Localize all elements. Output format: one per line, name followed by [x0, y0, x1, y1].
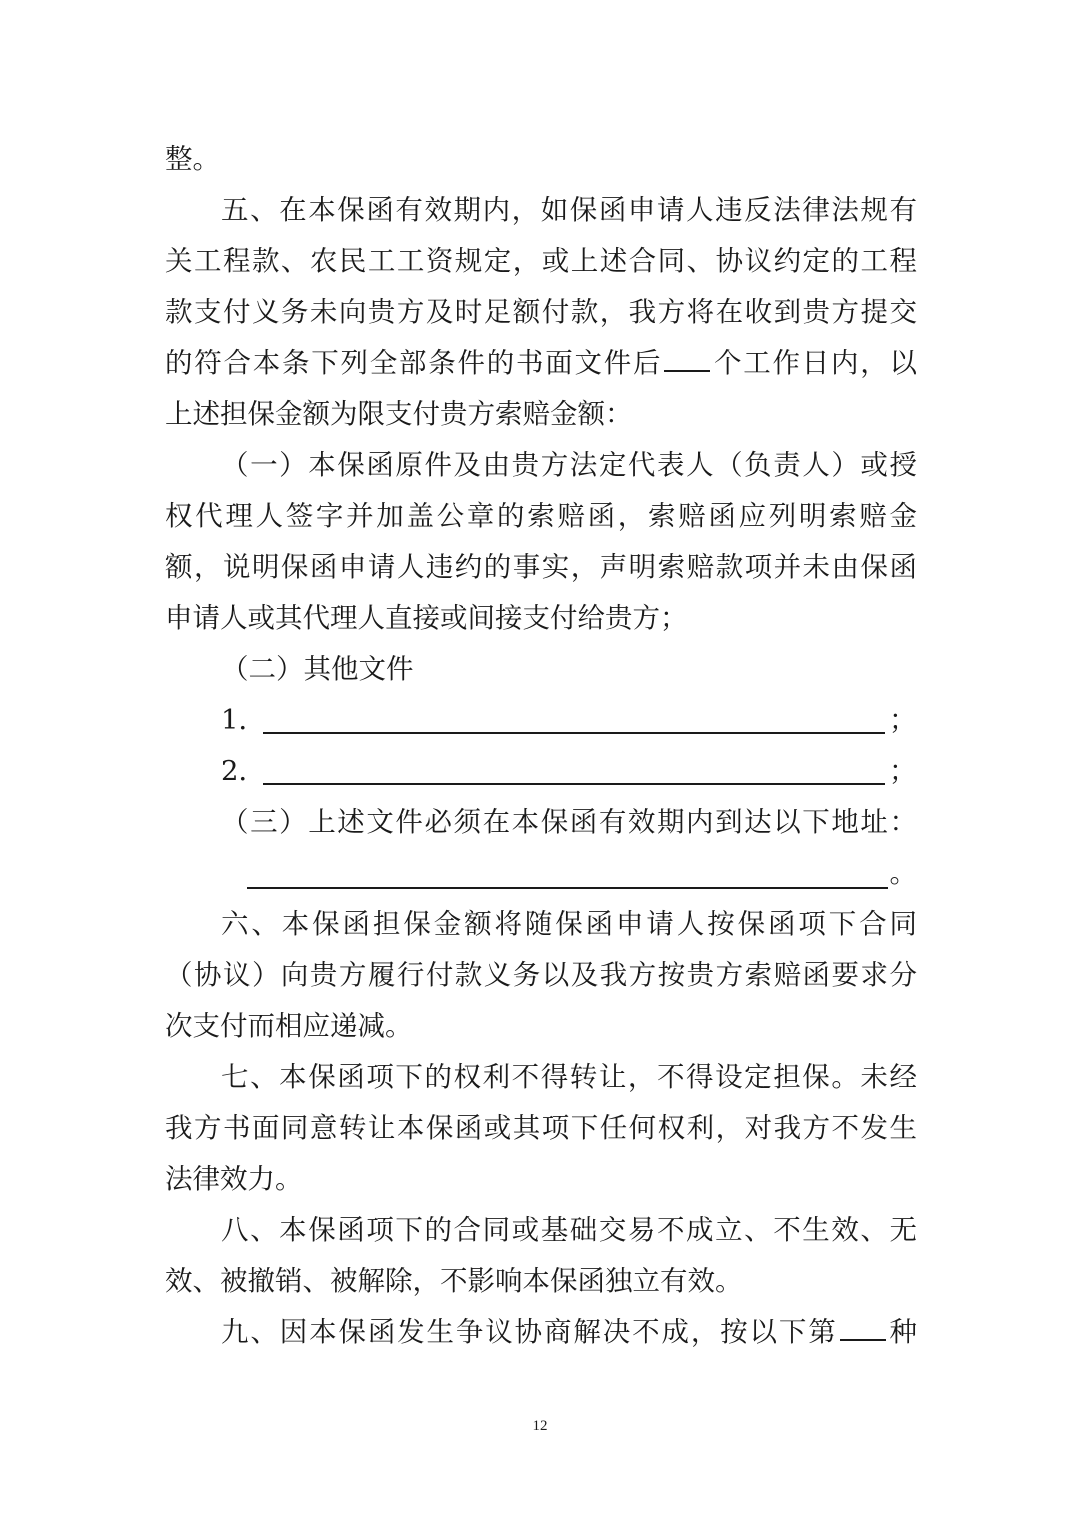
item-end-punct: ；	[889, 704, 917, 736]
text-segment: 种	[887, 1316, 918, 1348]
item-end-punct: ；	[889, 755, 917, 787]
other-document-1-field[interactable]	[263, 698, 885, 734]
days-blank-field[interactable]	[664, 340, 710, 372]
clause-seven-start: 七、本保函项下的权利不得转让，不得设定担保。未经	[221, 1061, 917, 1093]
clause-nine-start	[165, 1307, 917, 1358]
text-line: （协议）向贵方履行付款义务以及我方按贵方索赔函要求分	[165, 959, 917, 991]
item-number: 1．	[221, 704, 266, 736]
page-number: 12	[532, 1418, 548, 1434]
other-document-2-field[interactable]	[263, 749, 885, 785]
item-number: 2．	[221, 755, 266, 787]
text-line: 额，说明保函申请人违约的事实，声明索赔款项并未由保函	[165, 551, 917, 583]
text-segment: 的符合本条下列全部条件的书面文件后	[165, 347, 663, 379]
clause-six-start: 六、本保函担保金额将随保函申请人按保函项下合同	[221, 908, 917, 940]
clause-eight-start: 八、本保函项下的合同或基础交易不成立、不生效、无	[221, 1214, 917, 1246]
text-line: 整。	[165, 143, 220, 175]
text-segment: 九、因本保函发生争议协商解决不成，按以下第	[221, 1316, 838, 1348]
sub-clause-one: （一）本保函原件及由贵方法定代表人（负责人）或授	[221, 449, 917, 481]
clause-five-start: 五、在本保函有效期内，如保函申请人违反法律法规有	[221, 194, 917, 226]
text-segment: 个工作日内，以	[712, 347, 917, 379]
text-line: 关工程款、农民工工资规定，或上述合同、协议约定的工程	[165, 245, 917, 277]
address-line	[165, 848, 917, 899]
text-line: 次支付而相应递减。	[165, 1010, 413, 1042]
text-line: 我方书面同意转让本保函或其项下任何权利，对我方不发生	[165, 1112, 917, 1144]
text-line-with-blank	[165, 338, 917, 389]
text-line: 法律效力。	[165, 1163, 303, 1195]
text-line: 申请人或其代理人直接或间接支付给贵方；	[165, 602, 688, 634]
sub-clause-two: （二）其他文件	[221, 653, 414, 685]
text-line: 款支付义务未向贵方及时足额付款，我方将在收到贵方提交	[165, 296, 917, 328]
dispute-method-blank-field[interactable]	[840, 1309, 886, 1341]
other-document-2	[165, 746, 917, 797]
address-field[interactable]	[247, 853, 888, 889]
text-line: 效、被撤销、被解除，不影响本保函独立有效。	[165, 1265, 743, 1297]
text-line: 权代理人签字并加盖公章的索赔函，索赔函应列明索赔金	[165, 500, 917, 532]
other-document-1	[165, 695, 917, 746]
sub-clause-three: （三）上述文件必须在本保函有效期内到达以下地址：	[221, 806, 917, 838]
address-end-punct: 。	[889, 857, 917, 889]
text-line: 上述担保金额为限支付贵方索赔金额：	[165, 398, 633, 430]
document-body	[165, 134, 917, 1358]
